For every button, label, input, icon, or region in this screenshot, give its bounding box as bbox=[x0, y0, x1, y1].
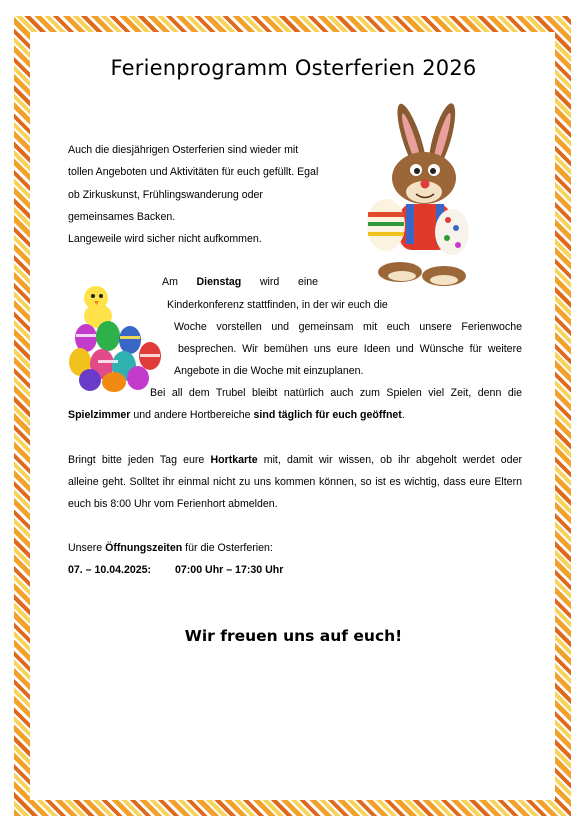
bold-text: Hortkarte bbox=[210, 454, 258, 466]
conference-line-5: Angebote in die Woche mit einzuplanen. bbox=[174, 365, 364, 377]
chick-with-eggs-illustration bbox=[66, 276, 166, 392]
hortkarte-line-1 bbox=[68, 449, 522, 471]
text: . bbox=[401, 409, 405, 421]
intro-line: Auch die diesjährigen Osterferien sind wieder mit bbox=[68, 144, 299, 156]
dates-text: 07. – 10.04.2025: bbox=[68, 564, 152, 576]
conference-line-2: Kinderkonferenz stattfinden, in der wir euch die bbox=[167, 299, 388, 311]
text: und andere Hortbereiche bbox=[130, 409, 254, 421]
conference-line-7 bbox=[68, 404, 405, 426]
hours-dates bbox=[68, 559, 151, 581]
hortkarte-line-3: euch bis 8:00 Uhr vom Ferienhort abmelden. bbox=[68, 498, 278, 510]
conference-line-1 bbox=[162, 271, 318, 293]
easter-bunny-illustration bbox=[352, 100, 482, 296]
bold-text: Spielzimmer bbox=[68, 409, 131, 421]
conference-line-3: Woche vorstellen und gemeinsam mit euch unsere Ferienwoche bbox=[174, 321, 522, 333]
intro-line: ob Zirkuskunst, Frühlingswanderung oder bbox=[68, 188, 263, 201]
conference-line-6: Bei all dem Trubel bleibt natürlich auch zum Spielen viel Zeit, denn die bbox=[150, 387, 522, 399]
time-text: 07:00 Uhr – 17:30 Uhr bbox=[175, 564, 284, 576]
hours-lead bbox=[68, 537, 273, 559]
intro-line: Langeweile wird sicher nicht aufkommen. bbox=[68, 233, 262, 246]
bold-text: sind täglich für euch geöffnet bbox=[253, 409, 402, 421]
text: mit, damit wir wissen, ob ihr abgeholt werdet oder bbox=[257, 454, 522, 466]
word: eine bbox=[297, 276, 318, 288]
intro-line: gemeinsames Backen. bbox=[68, 210, 176, 223]
hortkarte-line-2: alleine geht. Solltet ihr einmal nicht zu uns kommen können, so ist es wichtig, dass eure Eltern bbox=[68, 476, 522, 488]
page-title: Ferienprogramm Osterferien 2026 bbox=[110, 56, 477, 80]
conference-line-4: besprechen. Wir bemühen uns eure Ideen und Wünsche für weitere bbox=[178, 343, 522, 355]
bold-text: Öffnungszeiten bbox=[105, 542, 183, 554]
day-highlight: Dienstag bbox=[196, 276, 242, 288]
intro-line: tollen Angeboten und Aktivitäten für euch gefüllt. Egal bbox=[68, 166, 319, 179]
word: Am bbox=[162, 276, 178, 288]
text: Unsere bbox=[68, 542, 106, 554]
text: für die Osterferien: bbox=[182, 542, 273, 554]
closing-message: Wir freuen uns auf euch! bbox=[184, 627, 403, 645]
word: wird bbox=[259, 276, 280, 288]
text: Bringt bitte jeden Tag eure bbox=[68, 454, 211, 466]
hours-time bbox=[175, 559, 283, 581]
intro-paragraph bbox=[68, 139, 348, 250]
